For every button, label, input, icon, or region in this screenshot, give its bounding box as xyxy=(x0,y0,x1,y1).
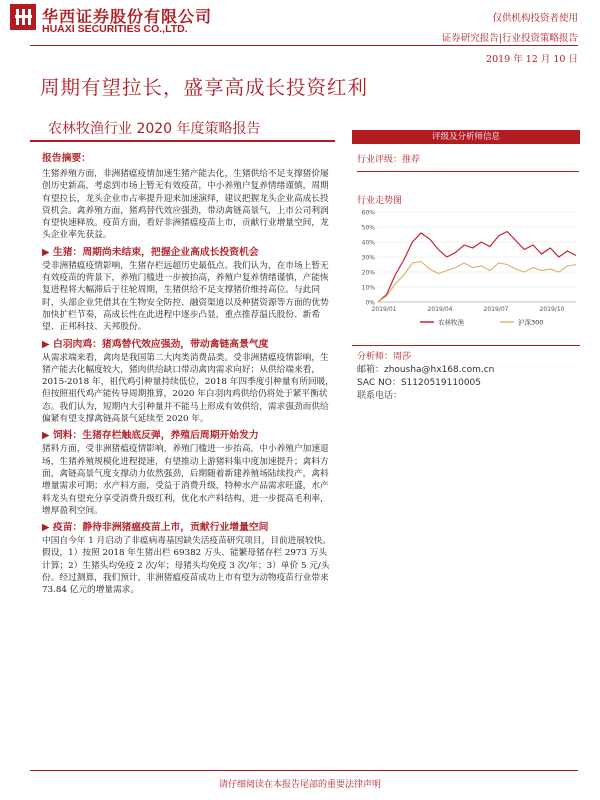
series-line-1 xyxy=(378,262,576,303)
section-text-vaccine: 中国自今年 1 月启动了非瘟病毒基因缺失活疫苗研究项目，目前进展较快。假设，1）按照 2018 年生猪出栏 69382 万头、能繁母猪存栏 2973 万头计算；2）生猪头均免疫 2 次/年；母猪头均免疫 3 次/年；3）单价 5 元/头份。经过测算，我们预计，非洲猪瘟疫苗成功上市有望为动物疫苗行业带来 73.84 亿元的增量需求。 xyxy=(42,536,332,596)
x-tick-label: 2019/10 xyxy=(539,306,565,313)
audience-note: 仅供机构投资者使用 xyxy=(492,13,578,24)
report-body xyxy=(42,152,334,597)
title-divider xyxy=(30,140,335,142)
x-tick-label: 2019/04 xyxy=(427,306,453,313)
y-tick-label: 10% xyxy=(361,284,375,292)
y-tick-label: 50% xyxy=(361,224,375,232)
summary-text: 生猪养殖方面，非洲猪瘟疫情加速生猪产能去化，生猪供给不足支撑猪价屡创历史新高，考虑到市场上暂无有效疫苗，中小养殖户复养情绪谨慎，周期有望拉长，龙头企业市占率提升迎来加速演绎，建议把握龙头企业高成长投资机会。禽养殖方面，猪鸡替代效应强劲，带动禽链高景气，上市公司利润有望快速释放。疫苗方面，看好非洲猪瘟疫苗上市，贡献行业增量空间，龙头企业率先获益。 xyxy=(42,169,329,241)
rating-divider xyxy=(357,171,579,172)
analyst-divider xyxy=(352,345,580,346)
footer-divider xyxy=(30,770,578,771)
rating-box-title: 评级及分析师信息 xyxy=(352,130,580,144)
analyst-name: 分析师：周莎 xyxy=(357,352,412,362)
analyst-email: 邮箱：zhousha@hx168.com.cn xyxy=(357,365,495,375)
industry-trend-chart xyxy=(350,206,582,332)
x-tick-label: 2019/01 xyxy=(371,306,397,313)
industry-rating: 行业评级：推荐 xyxy=(357,155,421,165)
section-heading-vaccine: ▶ 疫苗：静待非洲猪瘟疫苗上市，贡献行业增量空间 xyxy=(42,522,269,534)
trend-chart-label: 行业走势图 xyxy=(357,196,403,206)
company-name-cn: 华西证券股份有限公司 xyxy=(42,7,213,26)
company-name-en: HUAXI SECURITIES CO.,LTD. xyxy=(42,23,188,35)
y-tick-label: 40% xyxy=(361,239,375,247)
section-heading-broiler: ▶ 白羽肉鸡：猪鸡替代效应强劲，带动禽链高景气度 xyxy=(42,338,269,350)
y-tick-label: 30% xyxy=(361,254,375,262)
section-text-hog: 受非洲猪瘟疫情影响，生猪存栏远超历史最低点。我们认为，在市场上暂无有效疫苗的背景下，养殖门槛进一步被抬高，养殖户复养情绪谨慎，产能恢复进程将大幅滞后于往轮周期，生猪供给不足支撑猪价维持高位。与此同时，头部企业凭借其在生物安全防控、融资渠道以及种猪资源等方面的优势加快扩栏节奏，高成长性在此进程中逐步凸显，重点推荐温氏股份、新希望、正邦科技、天邦股份。 xyxy=(42,260,329,333)
legend-label-1: 沪深300 xyxy=(518,318,544,327)
x-tick-label: 2019/07 xyxy=(483,306,509,313)
section-text-feed: 猪料方面，受非洲猪瘟疫情影响，养殖门槛进一步抬高，中小养殖户加速退场，生猪养殖规模化进程提速，有望推动上游猪料集中度加速提升；禽料方面，禽链高景气度支撑动力依然强劲，后期随着新建养殖场陆续投产，禽料增量需求可期；水产料方面，受益于消费升级，特种水产品需求旺盛，水产料龙头有望充分享受消费升级红利，优化水产料结构，进一步提高毛利率，增厚盈利空间。 xyxy=(42,444,329,516)
y-tick-label: 60% xyxy=(361,209,375,217)
analyst-phone: 联系电话： xyxy=(357,391,403,401)
huaxi-logo-icon xyxy=(10,4,36,30)
main-title: 周期有望拉长，盛享高成长投资红利 xyxy=(40,76,369,99)
section-text-broiler: 从需求端来看，禽肉是我国第二大肉类消费品类。受非洲猪瘟疫情影响，生猪产能去化幅度较大，猪肉供给缺口带动禽肉需求向好；从供给端来看，2015-2018 年，祖代鸡引种量持续低位，2018 年四季度引种量有所回暖，但按照祖代鸡产能传导周期推算，2020 年白羽肉鸡供给仍将处于紧平衡状态。我们认为，短期内大引种量并不能马上形成有效供给，需求强劲而供给偏紧有望支撑禽链高景气延续至 2020 年。 xyxy=(42,352,334,425)
legal-notice: 请仔细阅读在本报告尾部的重要法律声明 xyxy=(218,780,381,790)
analyst-sac: SAC NO：S1120519110005 xyxy=(357,378,481,388)
y-tick-label: 0% xyxy=(365,299,375,307)
report-date: 2019 年 12 月 10 日 xyxy=(486,54,578,65)
legend-label-0: 农林牧渔 xyxy=(438,318,464,327)
header-divider xyxy=(30,45,578,46)
report-category: 证券研究报告|行业投资策略报告 xyxy=(441,33,578,44)
section-heading-feed: ▶ 饲料：生猪存栏触底反弹，养殖后周期开始发力 xyxy=(42,430,259,442)
summary-heading: 报告摘要： xyxy=(42,153,91,164)
sub-title: 农林牧渔行业 2020 年度策略报告 xyxy=(48,121,261,137)
section-heading-hog: ▶ 生猪：周期尚未结束，把握企业高成长投资机会 xyxy=(42,246,259,258)
y-tick-label: 20% xyxy=(361,269,375,277)
